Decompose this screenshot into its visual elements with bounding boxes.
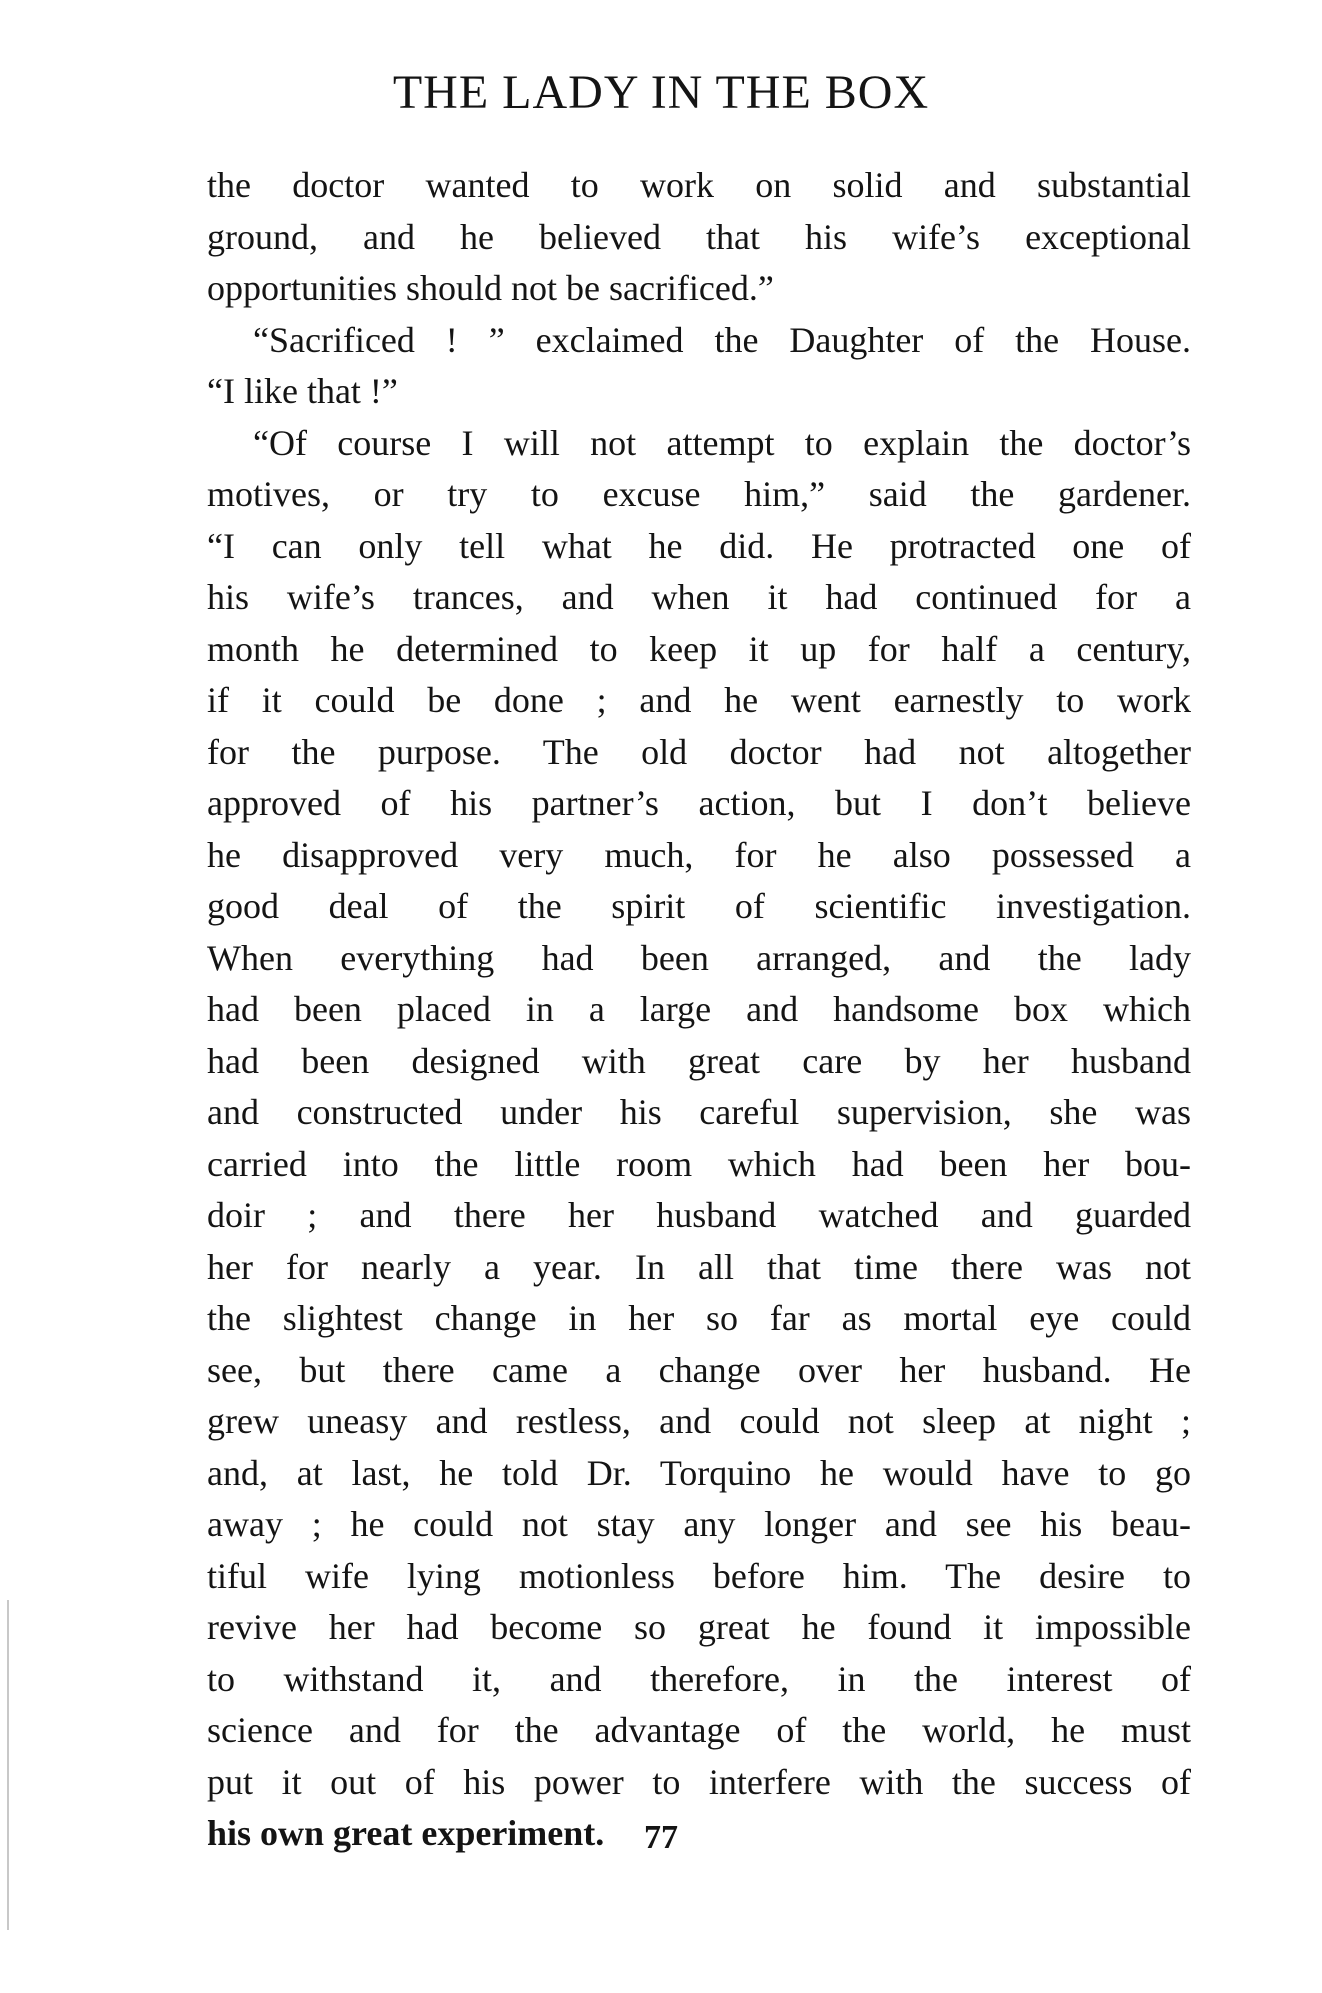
text-line: approved of his partner’s action, but I don’t believe xyxy=(207,783,1191,823)
running-head: THE LADY IN THE BOX xyxy=(392,66,930,119)
text-line: doir ; and there her husband watched and guarded xyxy=(207,1195,1191,1235)
text-line: the slightest change in her so far as mortal eye could xyxy=(207,1298,1191,1338)
text-line: “I can only tell what he did. He protracted one of xyxy=(207,525,1191,566)
text-line: if it could be done ; and he went earnestly to work xyxy=(207,680,1191,720)
text-line: his wife’s trances, and when it had continued for a xyxy=(207,577,1191,617)
text-line: month he determined to keep it up for half a century, xyxy=(207,628,1191,669)
text-line: “Sacrificed ! ” exclaimed the Daughter of the House. xyxy=(253,319,1191,360)
text-line: to withstand it, and therefore, in the interest of xyxy=(207,1658,1191,1699)
text-line: opportunities should not be sacrificed.” xyxy=(207,268,774,308)
text-line: tiful wife lying motionless before him. The desire to xyxy=(207,1555,1191,1596)
text-line: had been placed in a large and handsome box which xyxy=(207,989,1191,1029)
body-text xyxy=(207,160,1191,1860)
text-line: “I like that !” xyxy=(207,371,398,411)
text-line: grew uneasy and restless, and could not sleep at night ; xyxy=(207,1401,1191,1441)
page-edge-shadow xyxy=(7,1600,9,1930)
text-line: motives, or try to excuse him,” said the gardener. xyxy=(207,474,1191,514)
text-line: science and for the advantage of the world, he must xyxy=(207,1710,1191,1750)
text-line: carried into the little room which had been her bou- xyxy=(207,1143,1191,1184)
text-line: away ; he could not stay any longer and see his beau- xyxy=(207,1504,1191,1544)
text-line: revive her had become so great he found it impossible xyxy=(207,1607,1191,1647)
text-line: he disapproved very much, for he also possessed a xyxy=(207,834,1191,875)
text-line: and, at last, he told Dr. Torquino he would have to go xyxy=(207,1452,1191,1493)
text-line: good deal of the spirit of scientific investigation. xyxy=(207,886,1191,926)
text-line: her for nearly a year. In all that time there was not xyxy=(207,1246,1191,1287)
text-line: ground, and he believed that his wife’s exceptional xyxy=(207,216,1191,257)
text-line: his own great experiment. xyxy=(207,1813,605,1853)
page-number: 77 xyxy=(644,1819,678,1856)
text-line: When everything had been arranged, and the lady xyxy=(207,937,1191,978)
text-line: see, but there came a change over her husband. He xyxy=(207,1349,1191,1390)
text-line: for the purpose. The old doctor had not altogether xyxy=(207,731,1191,772)
text-line: put it out of his power to interfere with the success of xyxy=(207,1761,1191,1802)
text-line: had been designed with great care by her husband xyxy=(207,1040,1191,1081)
text-line: “Of course I will not attempt to explain the doctor’s xyxy=(253,422,1191,463)
text-line: and constructed under his careful supervision, she was xyxy=(207,1092,1191,1132)
text-line: the doctor wanted to work on solid and substantial xyxy=(207,165,1191,205)
